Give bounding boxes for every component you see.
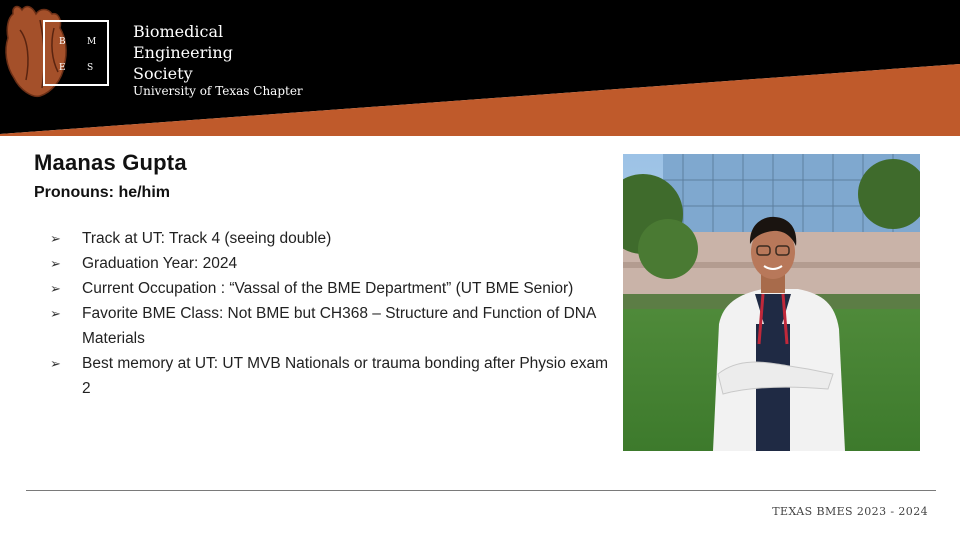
arrowhead-bullet-icon: ➢ bbox=[50, 256, 61, 271]
arrowhead-bullet-icon: ➢ bbox=[50, 281, 61, 296]
fact-text: Track at UT: Track 4 (seeing double) bbox=[82, 230, 332, 247]
fact-text: Graduation Year: 2024 bbox=[82, 255, 238, 272]
org-name-line: Society bbox=[133, 64, 193, 83]
list-item bbox=[50, 251, 610, 276]
logo-letter-s: S bbox=[87, 63, 94, 73]
fact-list bbox=[50, 226, 610, 401]
list-item bbox=[50, 226, 610, 251]
header-banner bbox=[0, 0, 960, 136]
org-name-line: Engineering bbox=[133, 43, 233, 62]
fact-text: Current Occupation : “Vassal of the BME Department” (UT BME Senior) bbox=[82, 280, 574, 297]
fact-text: Favorite BME Class: Not BME but CH368 – Structure and Function of DNA Materials bbox=[82, 305, 596, 347]
logo-letter-m: M bbox=[87, 37, 97, 47]
pronouns-label: Pronouns: he/him bbox=[34, 184, 170, 201]
portrait-photo bbox=[623, 154, 920, 451]
arrowhead-bullet-icon: ➢ bbox=[50, 231, 61, 246]
org-name bbox=[133, 21, 233, 84]
logo-frame bbox=[43, 20, 109, 86]
list-item bbox=[50, 276, 610, 301]
logo-letter-e: E bbox=[59, 63, 66, 73]
arrowhead-bullet-icon: ➢ bbox=[50, 356, 61, 371]
arrowhead-bullet-icon: ➢ bbox=[50, 306, 61, 321]
list-item bbox=[50, 301, 610, 351]
list-item bbox=[50, 351, 610, 401]
org-name-line: Biomedical bbox=[133, 22, 224, 41]
org-subtitle: University of Texas Chapter bbox=[133, 84, 303, 98]
person-name: Maanas Gupta bbox=[34, 150, 187, 175]
logo-letter-b: B bbox=[59, 37, 66, 47]
footer-divider bbox=[26, 490, 936, 491]
fact-text: Best memory at UT: UT MVB Nationals or trauma bonding after Physio exam 2 bbox=[82, 355, 609, 397]
footer-label: TEXAS BMES 2023 - 2024 bbox=[772, 505, 928, 518]
profile-photo bbox=[623, 154, 920, 451]
